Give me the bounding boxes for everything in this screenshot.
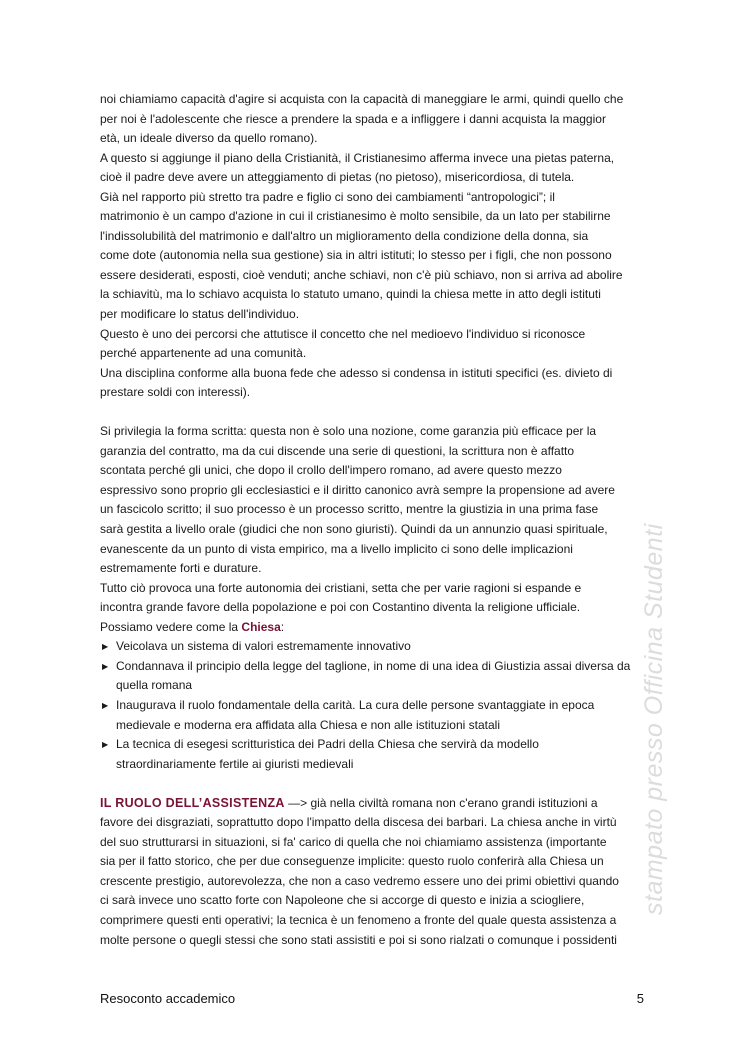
page-footer bbox=[100, 991, 644, 1006]
text-line: straordinariamente fertile ai giuristi medievali bbox=[116, 756, 354, 771]
paragraph bbox=[100, 149, 648, 188]
text-line: Già nel rapporto più stretto tra padre e figlio ci sono dei cambiamenti “antropologici”; il bbox=[100, 189, 555, 204]
paragraph bbox=[100, 188, 648, 325]
text-line: Tutto ciò provoca una forte autonomia dei cristiani, setta che per varie ragioni si espande e bbox=[100, 580, 582, 595]
text-line: sia per il fatto storico, che per due conseguenze implicite: questo ruolo conferirà alla Chiesa un bbox=[100, 854, 604, 869]
text-line: matrimonio è un campo d'azione in cui il cristianesimo è molto sensibile, da un lato per stabilirne bbox=[100, 209, 611, 224]
text-line: perché appartenente ad una comunità. bbox=[100, 346, 307, 361]
text-line: estremamente forti e durature. bbox=[100, 561, 262, 576]
text-line: La tecnica di esegesi scritturistica dei Padri della Chiesa che servirà da modello bbox=[116, 737, 539, 752]
section-heading: IL RUOLO DELL’ASSISTENZA bbox=[100, 795, 285, 810]
text-line: garanzia del contratto, ma da cui discende una serie di questioni, la scrittura non è affatto bbox=[100, 443, 575, 458]
section bbox=[100, 794, 648, 950]
text-line: Condannava il principio della legge del taglione, in nome di una idea di Giustizia assai diversa da bbox=[116, 658, 631, 673]
text-line: prestare soldi con interessi). bbox=[100, 385, 251, 400]
bullet-list bbox=[100, 637, 648, 774]
text-line: come dote (autonomia nella sua gestione) sia in altri istituti; lo stesso per i figli, che non possono bbox=[100, 248, 612, 263]
text: : bbox=[280, 619, 285, 634]
text: Possiamo vedere come la bbox=[100, 619, 242, 634]
spacer bbox=[100, 403, 648, 423]
paragraph bbox=[100, 364, 648, 403]
page-body bbox=[100, 90, 648, 950]
spacer bbox=[100, 774, 648, 794]
text-line: Questo è uno dei percorsi che attutisce il concetto che nel medioevo l'individuo si riconosce bbox=[100, 326, 586, 341]
paragraph bbox=[100, 90, 648, 149]
text-line: la schiavitù, ma lo schiavo acquista lo statuto umano, quindi la chiesa mette in atto degli istituti bbox=[100, 287, 601, 302]
list-item bbox=[100, 637, 648, 657]
text-line: l'indissolubilità del matrimonio e dall'altro un miglioramento della condizione della donna, sia bbox=[100, 228, 589, 243]
text-line: A questo si aggiunge il piano della Cristianità, il Cristianesimo afferma invece una pietas paterna, bbox=[100, 150, 615, 165]
text-line: del suo strutturarsi in situazioni, si fa' carico di quella che noi chiamiamo assistenza (importante bbox=[100, 834, 607, 849]
text-line: favore dei disgraziati, soprattutto dopo l'impatto della discesa dei barbari. La chiesa anche in virtù bbox=[100, 815, 617, 830]
text-line: quella romana bbox=[116, 678, 193, 693]
text-line: Inaugurava il ruolo fondamentale della carità. La cura delle persone svantaggiate in epoca bbox=[116, 697, 595, 712]
text-line: sarà gestita a livello orale (giudici che non sono giuristi). Quindi da un annunzio quasi spirituale, bbox=[100, 522, 608, 537]
text-line: scontata perché gli unici, che dopo il crollo dell'impero romano, ad avere questo mezzo bbox=[100, 463, 562, 478]
text-line: età, un ideale diverso da quello romano). bbox=[100, 131, 318, 146]
list-item bbox=[100, 696, 648, 735]
paragraph bbox=[100, 579, 648, 618]
text-line: espressivo sono proprio gli ecclesiastici e il diritto canonico avrà sempre la propensione ad avere bbox=[100, 482, 615, 497]
highlight-term: Chiesa bbox=[241, 619, 281, 634]
text-line: molte persone o quegli stessi che sono stati assistiti e poi si sono rialzati o comunque i possidenti bbox=[100, 932, 617, 947]
text-line: Una disciplina conforme alla buona fede che adesso si condensa in istituti specifici (es. divieto di bbox=[100, 365, 613, 380]
paragraph bbox=[100, 618, 648, 638]
list-item bbox=[100, 735, 648, 774]
watermark: stampato presso Officina Studenti bbox=[640, 523, 668, 915]
text-line: comprimere questi enti operativi; la tecnica è un fenomeno a fronte del quale questa assistenza a bbox=[100, 912, 617, 927]
triangle-bullet-icon: ▶ bbox=[102, 740, 109, 750]
triangle-bullet-icon: ▶ bbox=[102, 700, 109, 710]
paragraph bbox=[100, 325, 648, 364]
text-line: ci sarà invece uno scatto forte con Napoleone che si accorge di questo e inizia a sciogliere, bbox=[100, 893, 585, 908]
text-line: crescente prestigio, autorevolezza, che non a caso vedremo essere uno dei primi obiettivi quando bbox=[100, 873, 619, 888]
text-line: cioè il padre deve avere un atteggiamento di pietas (no pietoso), misericordiosa, di tutela. bbox=[100, 170, 575, 185]
text-line: per modificare lo status dell'individuo. bbox=[100, 307, 300, 322]
page-number: 5 bbox=[636, 991, 644, 1006]
text-line: essere desiderati, esposti, cioè venduti; anche schiavi, non c'è più schiavo, non si arriva ad abolire bbox=[100, 267, 623, 282]
text-line: un fascicolo scritto; il suo processo è un processo scritto, mentre la giustizia in una prima fase bbox=[100, 502, 599, 517]
text-line: medievale e moderna era affidata alla Chiesa e non alle istituzioni statali bbox=[116, 717, 501, 732]
text-line: per noi è l'adolescente che riesce a prendere la spada e a infliggere i danni acquista la maggior bbox=[100, 111, 606, 126]
text-line bbox=[100, 794, 648, 814]
text-line: noi chiamiamo capacità d'agire si acquista con la capacità di maneggiare le armi, quindi quello che bbox=[100, 92, 624, 106]
text-line: evanescente da un punto di vista empirico, ma a livello implicito ci sono delle implicazioni bbox=[100, 541, 573, 556]
text-line: incontra grande favore della popolazione e poi con Costantino diventa la religione ufficiale. bbox=[100, 600, 581, 615]
paragraph bbox=[100, 422, 648, 578]
text-line: Veicolava un sistema di valori estremamente innovativo bbox=[116, 639, 411, 654]
triangle-bullet-icon: ▶ bbox=[102, 661, 109, 671]
text-line: Si privilegia la forma scritta: questa non è solo una nozione, come garanzia più efficace per la bbox=[100, 424, 597, 439]
list-item bbox=[100, 657, 648, 696]
text: —> già nella civiltà romana non c'erano grandi istituzioni a bbox=[284, 795, 598, 810]
triangle-bullet-icon: ▶ bbox=[102, 642, 109, 652]
footer-title: Resoconto accademico bbox=[100, 991, 236, 1006]
